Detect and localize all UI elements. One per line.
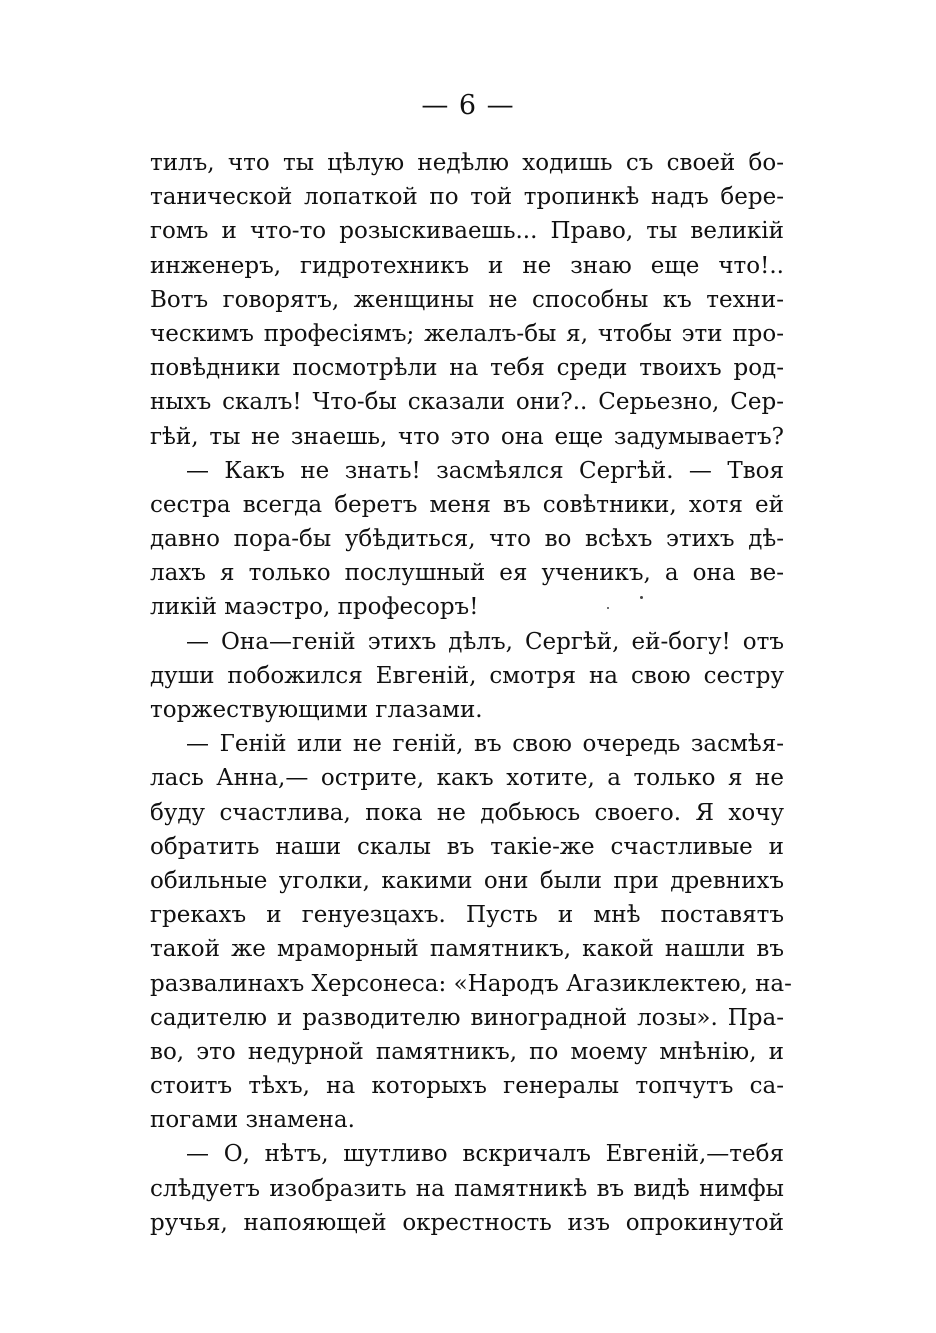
- text-line: ручья, напояющей окрестность изъ опрокинутой: [150, 1209, 784, 1236]
- paragraph-end-line: ликій маэстро, професоръ!: [150, 594, 479, 621]
- text-line: тилъ, что ты цѣлую недѣлю ходишь съ своей бо-: [150, 150, 784, 176]
- paragraph-end-line: торжествующими глазами.: [150, 697, 483, 723]
- text-line: лась Анна,— острите, какъ хотите, а только я не: [150, 765, 784, 792]
- text-line: стоитъ тѣхъ, на которыхъ генералы топчутъ са-: [150, 1073, 784, 1100]
- text-line: обратить наши скалы въ такіе-же счастливые и: [150, 833, 784, 860]
- text-line: обильные уголки, какими они были при древнихъ: [150, 867, 784, 894]
- text-line: слѣдуетъ изобразить на памятникѣ въ видѣ нимфы: [150, 1175, 784, 1202]
- print-speck: [607, 607, 609, 609]
- text-line: лахъ я только послушный ея ученикъ, а она ве-: [150, 560, 784, 587]
- text-line: давно пора-бы убѣдиться, что во всѣхъ этихъ дѣ-: [150, 526, 784, 553]
- text-block: [150, 146, 792, 1240]
- page-number: — 6 —: [421, 90, 515, 121]
- text-line: грекахъ и генуезцахъ. Пусть и мнѣ поставятъ: [150, 902, 784, 929]
- paragraph-start-line: — Геній или не геній, въ свою очередь засмѣя-: [186, 731, 784, 758]
- paragraph-end-line: погами знамена.: [150, 1107, 355, 1134]
- text-line: души побожился Евгеній, смотря на свою сестру: [150, 662, 784, 689]
- print-speck: [640, 596, 643, 599]
- text-line: Вотъ говорятъ, женщины не способны къ техни-: [150, 286, 784, 313]
- text-line: развалинахъ Херсонеса: «Народъ Агазиклектею, на-: [150, 970, 792, 997]
- paragraph-start-line: — Она—геній этихъ дѣлъ, Сергѣй, ей-богу! отъ: [186, 628, 784, 655]
- text-line: гѣй, ты не знаешь, что это она еще задумываетъ?: [150, 423, 784, 450]
- text-line: буду счастлива, пока не добьюсь своего. Я хочу: [150, 799, 784, 826]
- text-line: ческимъ професіямъ; желалъ-бы я, чтобы эти про-: [150, 320, 784, 347]
- text-line: такой же мраморный памятникъ, какой нашли въ: [150, 936, 784, 963]
- text-line: ныхъ скалъ! Что-бы сказали они?.. Серьезно, Сер-: [150, 389, 784, 416]
- text-line: садителю и разводителю виноградной лозы». Пра-: [150, 1004, 784, 1031]
- text-line: сестра всегда беретъ меня въ совѣтники, хотя ей: [150, 491, 784, 518]
- text-line: инженеръ, гидротехникъ и не знаю еще что!..: [150, 252, 784, 279]
- text-line: гомъ и что-то розыскиваешь... Право, ты великій: [150, 218, 784, 245]
- paragraph-start-line: — О, нѣтъ, шутливо вскричалъ Евгеній,—тебя: [186, 1141, 784, 1168]
- paragraph-start-line: — Какъ не знать! засмѣялся Сергѣй. — Твоя: [186, 457, 784, 484]
- text-line: повѣдники посмотрѣли на тебя среди твоихъ род-: [150, 355, 784, 382]
- text-line: во, это недурной памятникъ, по моему мнѣнію, и: [150, 1038, 784, 1065]
- text-line: танической лопаткой по той тропинкѣ надъ бере-: [150, 184, 784, 211]
